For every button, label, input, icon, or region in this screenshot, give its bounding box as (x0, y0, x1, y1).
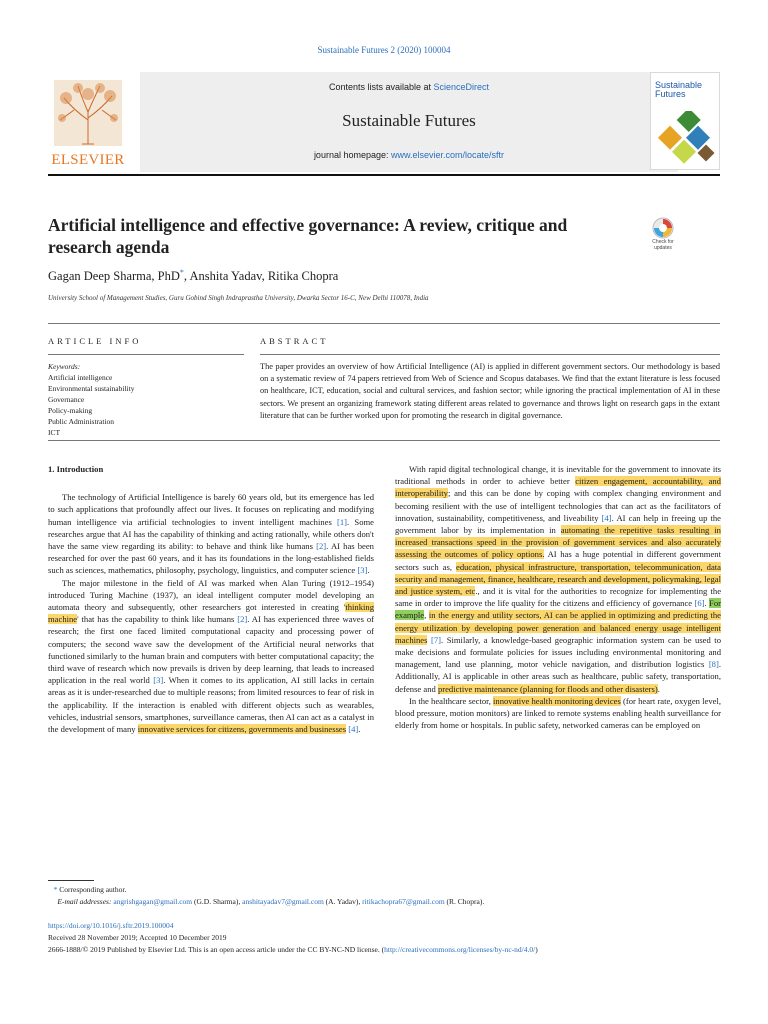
citation-link[interactable]: [2] (316, 541, 327, 552)
keyword-item: Environmental sustainability (48, 384, 135, 393)
keyword-item: ICT (48, 428, 61, 437)
elsevier-tree-icon (54, 80, 122, 146)
body-paragraph: With rapid digital technological change, it is inevitable for the government to innovate its traditional methods in order to achieve better citizen engagement, accountability, and interoperability; and this can be done by coping with complex changing environment and becoming resilient with the use of intelligent technologies that can act as the facilitators of innovation, sustainability, competitiveness, and liveability [4]. AI can help in freeing up the government labor by its implementation in automating the repetitive tasks resulting in increased transactions speed in the provision of government services and also accurately assessing the outcomes of policy options. AI has a huge potential in different government sectors such as, education, physical infrastructure, transportation, telecommunication, data security and management, finance, healthcare, research and development, policymaking, legal and justice system, etc., and it is vital for the authorities to recognize for implementing the same in order to improve the life quality for the citizens and efficiency of governance [6]. For example, in the energy and utility sectors, AI can be applied in optimizing and predicting the energy utilization by developing power generation and balanced energy usage intelligent machines [7]. Similarly, a knowledge-based geographic information system can be used to make decisions and formulate policies for issues including environmental monitoring and management, land use planning, motor vehicle navigation, and distribution logistics [8]. Additionally, AI is applicable in other areas such as healthcare, public safety, transportation, defense and predictive maintenance (planning for floods and other disasters). (395, 464, 722, 694)
cover-image-mosaic (654, 111, 716, 165)
abstract-rule (260, 354, 720, 355)
citation-link[interactable]: [3] (357, 565, 368, 576)
journal-homepage: journal homepage: www.elsevier.com/locate/sftr (313, 150, 505, 160)
article-info-heading: ARTICLE INFO (48, 336, 142, 346)
body-paragraph: The technology of Artificial Intelligence is barely 60 years old, but its emergence has led to such applications that profoundly affect our lives. It focuses on replicating and modifying human intelligence via artificial technologies to invent intelligent machines [1]. Some researches argue that AI has the capability of thinking and acting rationally, while others don't have the same view regarding its ability: to behave and think like humans [2]. AI has been researched for over the past 60 years, and it has its foundations in the long-established fields such as sciences, mathematics, philosophy, psychology, linguistics, and computer science [3]. (48, 492, 374, 576)
masthead-bottom-rule (48, 174, 720, 176)
doi-link[interactable]: https://doi.org/10.1016/j.sftr.2019.100004 (48, 921, 174, 930)
crossmark-label: Check for updates (652, 239, 674, 251)
journal-title: Sustainable Futures (342, 111, 476, 130)
cover-title: Sustainable Futures (655, 80, 703, 99)
footnote-corresponding: * Corresponding author. (53, 885, 127, 894)
keyword-item: Artificial intelligence (48, 373, 113, 382)
co-authors: , Anshita Yadav, Ritika Chopra (183, 269, 339, 284)
sciencedirect-link[interactable]: ScienceDirect (433, 82, 490, 92)
publication-dates: Received 28 November 2019; Accepted 10 December 2019 (48, 933, 227, 942)
highlighted-text[interactable]: predictive maintenance (planning for floods and other disasters) (437, 683, 658, 694)
body-column-right (395, 463, 721, 731)
journal-cover-thumbnail[interactable] (650, 72, 720, 170)
corresponding-author-marker[interactable]: * (179, 268, 184, 277)
citation-link[interactable]: [3] (153, 675, 164, 686)
highlighted-text[interactable]: education, physical infrastructure, transportation, telecommunication, data security and management, finance, healthcare, research and development, policymaking, legal and justice system, etc (395, 561, 721, 597)
email-link[interactable]: ritikachopra67@gmail.com (362, 897, 445, 906)
journal-reference-link[interactable]: Sustainable Futures 2 (2020) 100004 (317, 45, 451, 55)
abstract-bottom-rule (48, 440, 720, 441)
citation-link[interactable]: [1] (337, 516, 348, 527)
keyword-item: Policy-making (48, 406, 93, 415)
citation-link[interactable]: [4] (348, 724, 359, 735)
citation-link[interactable]: [4] (601, 512, 612, 523)
keyword-item: Public Administration (48, 417, 115, 426)
author-list (48, 268, 338, 284)
keywords-label: Keywords: (48, 362, 81, 371)
article-title: Artificial intelligence and effective governance: A review, critique and research agenda (48, 215, 568, 257)
body-paragraph: The major milestone in the field of AI was marked when Alan Turing (1912–1954) introduced Turing Machine (1937), an ideal intelligent computer model developing an automata theory and subsequently, other researchers got interested in creating 'thinking machine' that has the capability to think like humans [2]. AI has experienced three waves of research; the first one faced limited computational capacity and processing power of computers; the second wave saw the development of the Artificial neural networks that functioned similarly to the human brain and computers with better computational capacity; the third wave of research which now prevails is driven by deep learning, that leads to increased application in the real world [3]. When it comes to its application, AI still lacks in certain areas as it is under-researched due to multiple reasons; from limited resources to fear of risk in the applicability. If the interaction is enabled with different objects such as wearables, vehicles, industrial sensors, smartphones, surveillance cameras, then AI can act as a catalyst in the development of many innovative services for citizens, governments and businesses [4]. (48, 577, 374, 735)
contents-availability: Contents lists available at ScienceDirect (328, 82, 490, 92)
footnote-emails: E-mail addresses: angrishgagan@gmail.com (G.D. Sharma), anshitayadav7@gmail.com (A. Yadav), ritikachopra67@gmail.com (R. Chopra). (57, 897, 485, 906)
journal-homepage-link[interactable]: www.elsevier.com/locate/sftr (391, 150, 505, 160)
masthead-info-box (140, 72, 678, 172)
email-link[interactable]: angrishgagan@gmail.com (113, 897, 193, 906)
author-affiliation: University School of Management Studies, Guru Gobind Singh Indraprastha University, Dwarka Sector 16-C, New Delhi 110078, India (48, 294, 429, 302)
elsevier-wordmark: ELSEVIER (51, 152, 125, 168)
highlighted-text[interactable]: in the energy and utility sectors, AI can be applied in optimizing and predicting the energy utilization by developing power generation and balanced energy usage intelligent machines (395, 610, 721, 645)
highlighted-text[interactable]: thinking machine (48, 602, 374, 625)
section-heading-introduction: 1. Introduction (48, 464, 104, 474)
highlighted-text[interactable]: citizen engagement, accountability, and interoperability (395, 476, 721, 499)
citation-link[interactable]: [2] (237, 614, 248, 625)
abstract-text: The paper provides an overview of how Artificial Intelligence (AI) is applied in different government sectors. Our methodology is based on a systematic review of 74 papers retrieved from Web of Science and Scopus databases. We find that the extant literature is less focused on healthcare, ICT, education, social and cultural services, and fashion sector; while ignoring the practical implementation of AI in these sectors. We present an organizing framework stating different areas related to governance and throws light on research gaps in the extant literature that can be further worked upon for promoting the research in digital governance. (260, 362, 720, 420)
citation-link[interactable]: [7] (431, 634, 442, 645)
highlighted-text[interactable]: innovative services for citizens, governments and businesses (137, 724, 347, 735)
highlighted-text[interactable]: automating the repetitive tasks resulting in increased transactions speed in the provision of government services and also accurately assessing the outcomes of policy options. (395, 525, 721, 560)
author-name[interactable]: Gagan Deep Sharma, PhD (48, 269, 180, 284)
footnote-rule (48, 880, 94, 881)
highlighted-text[interactable]: innovative health monitoring devices (493, 695, 621, 706)
body-paragraph: In the healthcare sector, innovative health monitoring devices (for heart rate, oxygen level, blood pressure, motion monitors) are linked to remote systems enabling health surveillance for elderly from home or hospitals. In public safety, networked cameras can be employed on (395, 695, 721, 731)
keywords-block (48, 361, 244, 438)
body-column-left (48, 463, 374, 735)
highlighted-text-green[interactable]: For example (395, 598, 721, 621)
citation-link[interactable]: [8] (708, 659, 719, 670)
crossmark-icon (646, 216, 680, 240)
keyword-item: Governance (48, 395, 85, 404)
publication-info (48, 920, 720, 956)
elsevier-logo[interactable] (48, 80, 128, 168)
license-line: 2666-1888/© 2019 Published by Elsevier Ltd. This is an open access article under the CC BY-NC-ND license. (http://creativecommons.org/licenses/by-nc-nd/4.0/) (48, 945, 538, 954)
footnote-marker[interactable]: * (53, 885, 58, 894)
email-link[interactable]: anshitayadav7@gmail.com (242, 897, 324, 906)
journal-masthead (48, 72, 720, 176)
check-for-updates-badge[interactable] (646, 216, 680, 258)
license-link[interactable]: http://creativecommons.org/licenses/by-nc-nd/4.0/ (384, 945, 536, 954)
abstract-heading: ABSTRACT (260, 336, 329, 346)
citation-link[interactable]: [6] (694, 598, 705, 609)
info-top-rule (48, 323, 720, 324)
corresponding-author-footnote (48, 884, 720, 908)
article-info-rule (48, 354, 244, 355)
